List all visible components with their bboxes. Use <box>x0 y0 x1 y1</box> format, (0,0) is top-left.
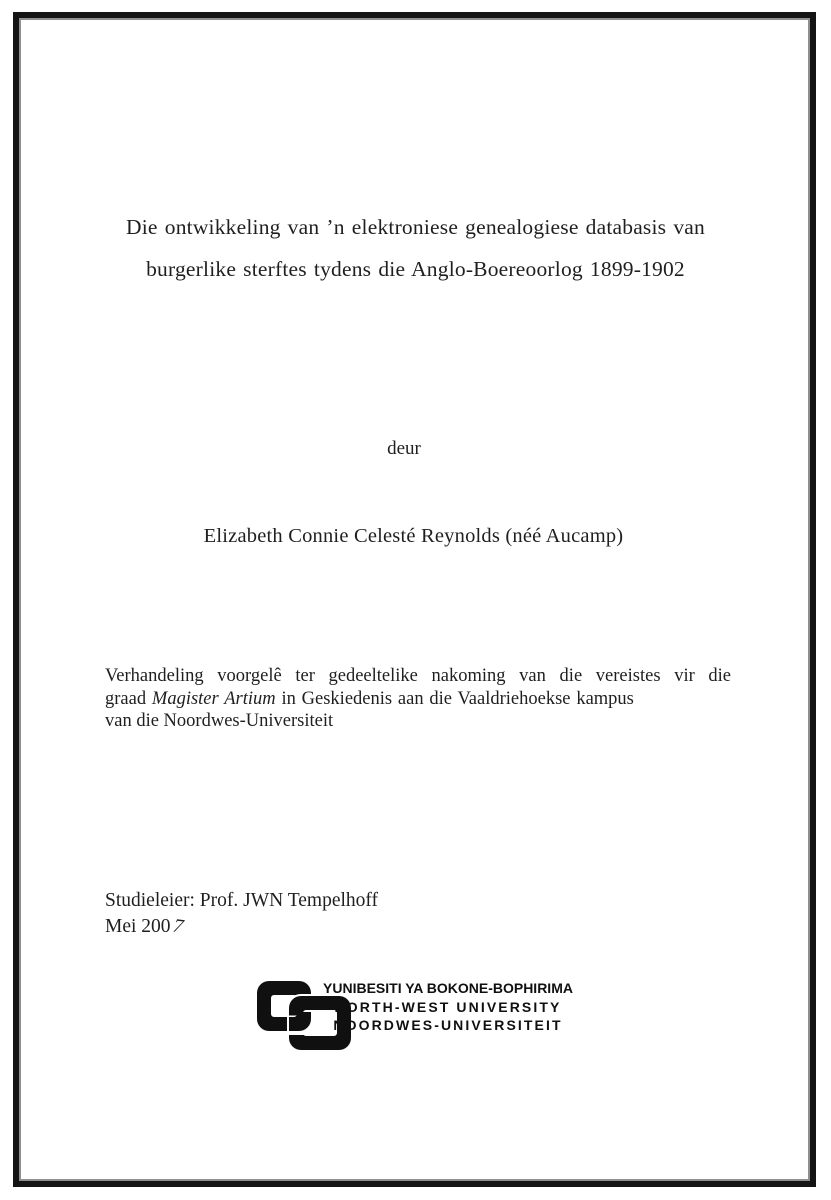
supervisor-block <box>105 888 378 940</box>
author-name: Elizabeth Connie Celesté Reynolds (néé Aucamp) <box>203 525 624 547</box>
statement-line-2-before: graad <box>105 688 147 709</box>
date-prefix: Mei 200 <box>105 916 171 937</box>
date-line <box>105 914 378 940</box>
byline: deur <box>387 438 421 459</box>
statement-line-2-after: in Geskiedenis aan die Vaaldriehoekse kampus <box>281 688 634 709</box>
thesis-statement <box>105 665 731 733</box>
supervisor-line: Studieleier: Prof. JWN Tempelhoff <box>105 890 379 911</box>
thesis-title <box>0 206 831 290</box>
statement-line-3: van die Noordwes-Universiteit <box>105 711 334 731</box>
thesis-title-line-2: burgerlike sterftes tydens die Anglo-Boereoorlog 1899-1902 <box>146 257 685 281</box>
university-name-setswana: YUNIBESITI YA BOKONE-BOPHIRIMA <box>323 980 573 996</box>
date-final-digit: 7 <box>168 916 187 938</box>
university-name-english: NORTH-WEST UNIVERSITY <box>334 998 562 1015</box>
university-name-afrikaans: NOORDWES-UNIVERSITEIT <box>333 1017 563 1033</box>
degree-name-italic: Magister Artium <box>151 688 276 709</box>
statement-line-1: Verhandeling voorgelê ter gedeeltelike nakoming van die vereistes vir die <box>105 666 731 686</box>
statement-line-2 <box>105 688 731 711</box>
nwu-logo-text <box>316 979 580 1035</box>
thesis-title-line-1: Die ontwikkeling van ’n elektroniese genealogiese databasis van <box>126 215 705 239</box>
